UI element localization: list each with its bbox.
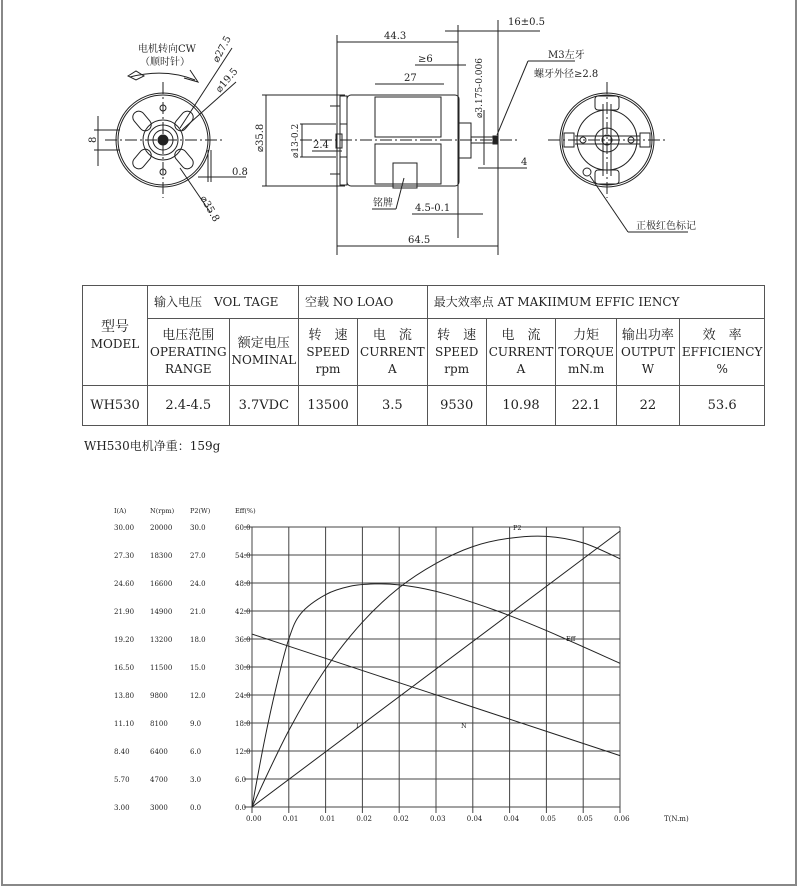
y-axis-label: N(rpm) (150, 507, 175, 515)
performance-chart (0, 495, 800, 835)
y-tick-label: 13200 (150, 636, 173, 644)
y-tick-label: 30.0 (235, 664, 251, 672)
column-en: SPEED (434, 344, 479, 359)
dim-0-8: 0.8 (232, 167, 248, 178)
column-cn: 额定电压 (237, 336, 290, 351)
dim-4: 4 (521, 157, 528, 168)
column-header-5 (427, 319, 486, 386)
curve-label-eff: Eff (566, 635, 576, 643)
column-cn: 转 速 (437, 327, 477, 343)
column-unit: rpm (315, 361, 341, 376)
x-tick-label: 0.03 (430, 815, 446, 823)
table-row (83, 386, 765, 426)
column-header-2 (229, 319, 299, 386)
column-cn: 电 流 (372, 327, 412, 343)
thread-sub: 螺牙外径≥2.8 (534, 69, 599, 80)
dim-shaft-diameter: ⌀3.175-0.006 (475, 58, 485, 118)
column-cn: 电 流 (501, 327, 541, 343)
column-cn: 输出功率 (621, 327, 674, 343)
y-tick-label: 24.0 (235, 692, 251, 700)
x-tick-label: 0.00 (246, 815, 262, 823)
y-axis-label: Eff(%) (235, 507, 256, 515)
y-axis-label: I(A) (114, 507, 127, 515)
y-tick-label: 0.0 (190, 804, 202, 812)
column-unit: A (516, 361, 526, 376)
x-tick-label: 0.02 (356, 815, 372, 823)
x-tick-label: 0.01 (282, 815, 299, 823)
column-header-1 (148, 319, 230, 386)
dim-ge6: ≥6 (418, 54, 433, 65)
dim-27: 27 (404, 73, 417, 84)
polarity-label: 正极红色标记 (636, 221, 696, 232)
y-tick-label: 27.30 (114, 552, 135, 560)
x-axis-label: T(N.m) (664, 815, 689, 823)
side-view (255, 17, 598, 255)
x-tick-label: 0.01 (319, 815, 336, 823)
column-en: CURRENT (488, 344, 554, 359)
dim-8: 8 (88, 136, 99, 143)
motor-magnet-top (375, 97, 441, 137)
column-header-8 (616, 319, 679, 386)
y-tick-label: 3.00 (114, 804, 130, 812)
group-maxeff: 最大效率点 AT MAKIIMUM EFFIC IENCY (427, 286, 765, 319)
column-en: OUTPUT (620, 344, 675, 359)
column-unit: mN.m (567, 361, 605, 376)
dim-2-4: 2.4 (313, 140, 329, 151)
y-tick-label: 18300 (150, 552, 173, 560)
y-axis-label: P2(W) (190, 507, 211, 515)
y-tick-label: 19.20 (114, 636, 135, 644)
y-tick-label: 12.0 (235, 748, 251, 756)
dim-64-5: 64.5 (408, 235, 431, 246)
y-tick-label: 60.0 (235, 524, 251, 532)
motor-drawing (0, 0, 800, 270)
x-tick-label: 0.02 (393, 815, 409, 823)
dim-outer-diameter: ⌀27.5 (210, 34, 234, 65)
x-tick-label: 0.04 (466, 815, 483, 823)
rotation-arrow-head (184, 70, 198, 82)
column-en: OPERATING (150, 344, 227, 359)
cell-model: WH530 (83, 386, 148, 426)
y-tick-label: 12.0 (190, 692, 206, 700)
y-tick-label: 4700 (150, 776, 168, 784)
y-tick-label: 13.80 (114, 692, 135, 700)
column-header-row (83, 319, 765, 386)
cell-value: 22.1 (556, 386, 617, 426)
dim-inner-diameter: ⌀19.5 (213, 66, 241, 95)
y-tick-label: 24.60 (114, 580, 135, 588)
cell-value: 13500 (299, 386, 358, 426)
column-header-4 (358, 319, 428, 386)
column-unit: RANGE (165, 361, 212, 376)
y-tick-label: 11500 (150, 664, 173, 672)
y-tick-label: 3.0 (190, 776, 202, 784)
y-tick-label: 24.0 (190, 580, 206, 588)
dim-44-3: 44.3 (384, 31, 407, 42)
model-header-cn: 型号 (101, 318, 129, 335)
y-tick-label: 18.0 (235, 720, 251, 728)
y-tick-label: 0.0 (235, 804, 247, 812)
column-header-3 (299, 319, 358, 386)
column-en: NOMINAL (231, 353, 297, 367)
column-en: CURRENT (360, 344, 425, 359)
dim-body-diameter: ⌀35.8 (255, 123, 266, 152)
column-en: EFFICIENCY (681, 344, 763, 359)
column-header-9 (679, 319, 764, 386)
group-voltage: 输入电压 VOL TAGE (148, 286, 299, 319)
dim-boss-diameter: ⌀13-0.2 (291, 123, 301, 158)
column-cn: 效 率 (702, 327, 742, 343)
column-unit: rpm (444, 361, 470, 376)
y-tick-label: 6400 (150, 748, 168, 756)
y-tick-label: 36.0 (235, 636, 251, 644)
y-tick-label: 6.0 (190, 748, 202, 756)
model-header-en: MODEL (90, 336, 140, 351)
cell-value: 3.5 (358, 386, 428, 426)
dim-bottom-diameter: ⌀35.8 (197, 194, 222, 225)
y-tick-label: 16600 (150, 580, 173, 588)
rotation-arrow (130, 73, 195, 80)
y-tick-label: 42.0 (235, 608, 251, 616)
y-tick-label: 21.90 (114, 608, 135, 616)
weight-note: WH530电机净重：159g (84, 439, 221, 453)
y-tick-label: 21.0 (190, 608, 206, 616)
motor-magnet-bottom (375, 144, 441, 184)
rotation-sub: （顺时针） (140, 57, 190, 68)
x-tick-label: 0.06 (614, 815, 630, 823)
y-tick-label: 15.0 (190, 664, 206, 672)
y-tick-label: 5.70 (114, 776, 130, 784)
cell-value: 22 (616, 386, 679, 426)
column-header-6 (486, 319, 556, 386)
column-en: SPEED (306, 344, 350, 359)
y-tick-label: 48.0 (235, 580, 251, 588)
y-tick-label: 30.0 (190, 524, 206, 532)
thread-label: M3左牙 (548, 50, 585, 61)
y-tick-label: 8.40 (114, 748, 130, 756)
y-tick-label: 14900 (150, 608, 173, 616)
group-noload: 空载 NO LOAO (299, 286, 428, 319)
y-tick-label: 11.10 (114, 720, 135, 728)
column-cn: 电压范围 (162, 327, 215, 343)
column-cn: 转 速 (308, 327, 348, 343)
cell-value: 10.98 (486, 386, 556, 426)
y-tick-label: 20000 (150, 524, 173, 532)
x-tick-label: 0.04 (503, 815, 520, 823)
rear-view (548, 82, 696, 232)
model-header (83, 286, 148, 386)
spec-table (82, 285, 765, 426)
y-tick-label: 16.50 (114, 664, 135, 672)
cell-value: 3.7VDC (229, 386, 299, 426)
curve-label-i: I (356, 722, 359, 730)
y-tick-label: 3000 (150, 804, 168, 812)
y-tick-label: 54.0 (235, 552, 251, 560)
y-tick-label: 8100 (150, 720, 168, 728)
y-tick-label: 9800 (150, 692, 168, 700)
column-unit: % (716, 361, 728, 376)
x-tick-label: 0.05 (540, 815, 556, 823)
column-cn: 力矩 (573, 327, 600, 343)
curve-label-p2: P2 (513, 524, 522, 532)
dim-16: 16±0.5 (508, 17, 546, 28)
cell-value: 53.6 (679, 386, 764, 426)
column-unit: W (641, 361, 655, 376)
rotation-label: 电机转向CW (138, 44, 196, 55)
dim-4-5: 4.5-0.1 (415, 203, 451, 214)
front-view (88, 34, 248, 224)
y-tick-label: 6.0 (235, 776, 247, 784)
y-tick-label: 27.0 (190, 552, 206, 560)
polarity-marker (583, 168, 591, 176)
cell-value: 9530 (427, 386, 486, 426)
nameplate-label: 铭牌 (373, 198, 393, 209)
column-unit: A (388, 361, 397, 376)
x-tick-label: 0.05 (577, 815, 593, 823)
curve-label-n: N (461, 722, 467, 730)
y-tick-label: 18.0 (190, 636, 206, 644)
y-tick-label: 30.00 (114, 524, 135, 532)
cell-value: 2.4-4.5 (148, 386, 230, 426)
column-header-7 (556, 319, 617, 386)
column-en: TORQUE (558, 344, 614, 359)
leader-19-5 (182, 82, 236, 130)
y-tick-label: 9.0 (190, 720, 202, 728)
